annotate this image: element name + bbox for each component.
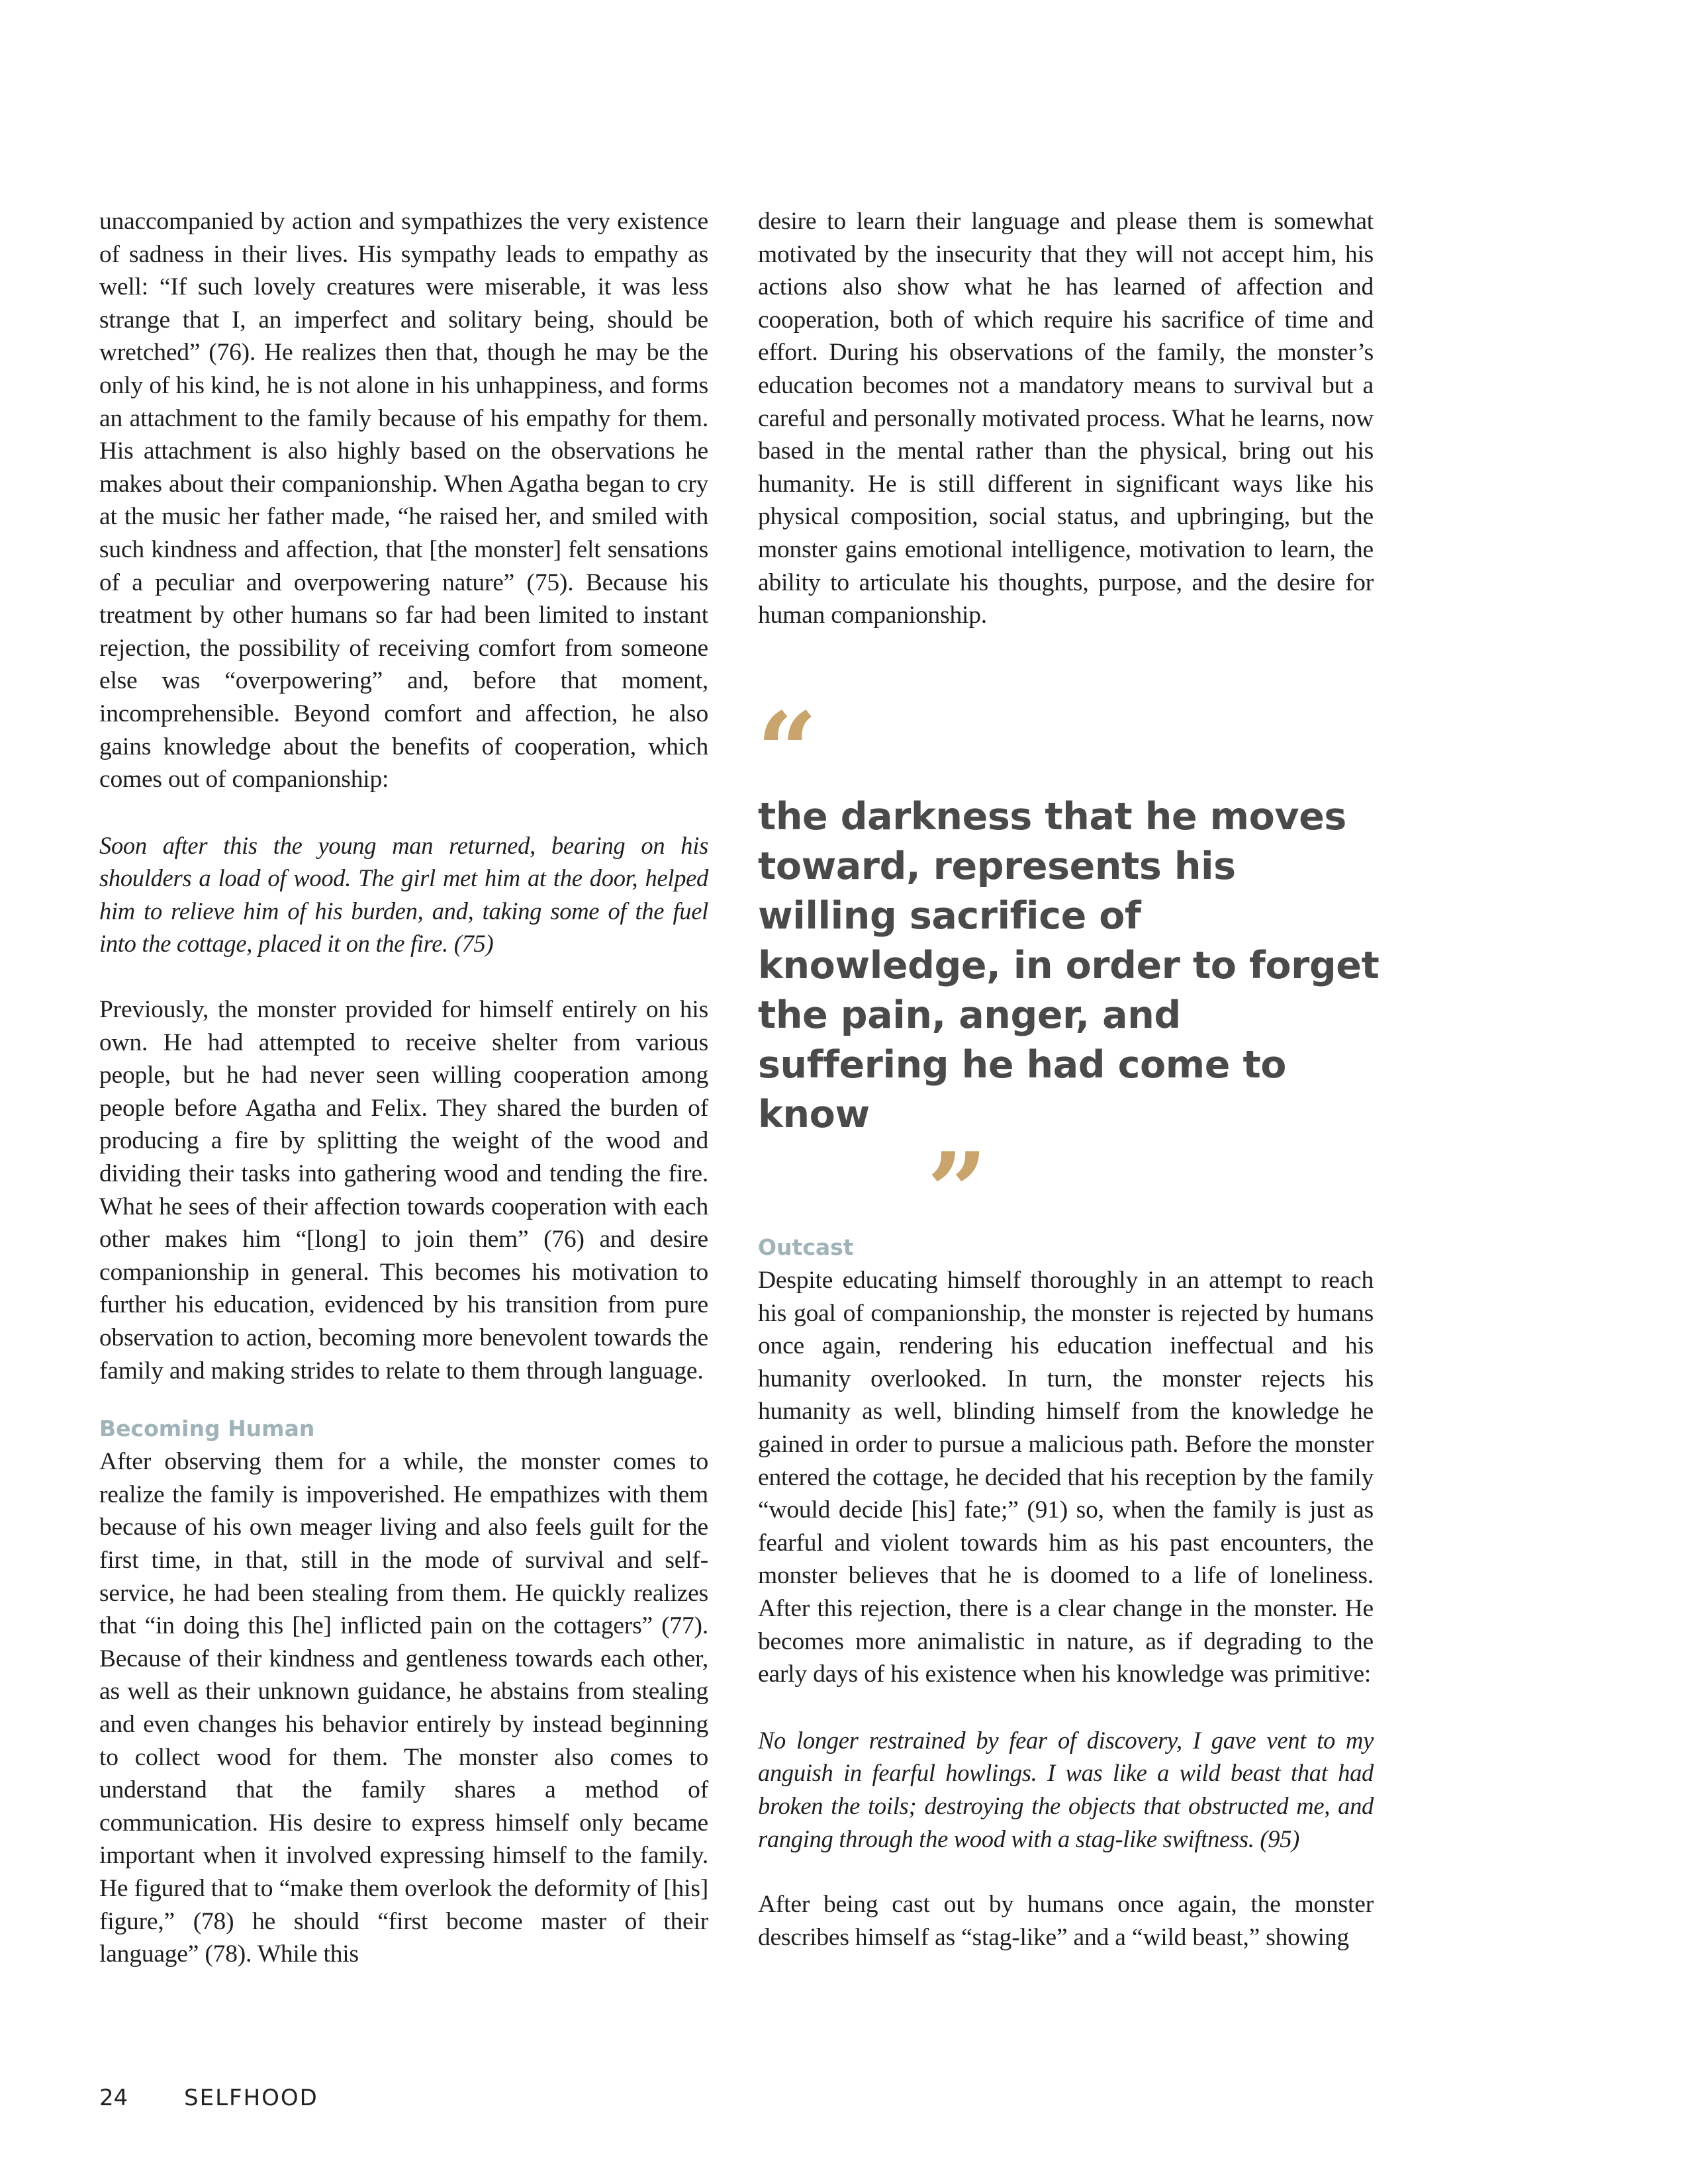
body-paragraph: Despite educating himself thoroughly in an attempt to reach his goal of companionship, the monster is rejected by humans once again, rendering his education ineffectual and his humanity overlooked. In turn, the monster rejects his humanity as well, blinding himself from the knowledge he gained in order to pursue a malicious path. Before the monster entered the cottage, he decided that his reception by the family “would decide [his] fate;” (91) so, when the family is just as fearful and violent towards him as his past encounters, the monster believes that he is doomed to a life of loneliness. After this rejection, there is a clear change in the monster. He becomes more animalistic in nature, as if degrading to the early days of his existence when his knowledge was primitive: (758, 1267, 1374, 1688)
left-column (99, 205, 708, 1971)
body-paragraph: Previously, the monster provided for himself entirely on his own. He had attempted to receive shelter from various people, but he had never seen willing cooperation among people before Agatha and Felix. They shared the burden of producing a fire by splitting the weight of the wood and dividing their tasks into gathering wood and tending the fire. What he sees of their affection towards cooperation with each other makes him “[long] to join them” (76) and desire companionship in general. This becomes his motivation to further his education, evidenced by his transition from pure observation to action, becoming more benevolent towards the family and making strides to relate to them through language. (99, 996, 708, 1385)
magazine-name: SELFHOOD (184, 2085, 318, 2111)
right-column (758, 205, 1374, 632)
pull-quote-text: the darkness that he moves toward, represents his willing sacrifice of knowledge, in order to forget the pain, anger, and suffering he had come to know (758, 795, 1380, 1136)
page-number: 24 (99, 2085, 128, 2111)
section-heading: Becoming Human (99, 1416, 315, 1442)
open-quote-icon: “ (757, 689, 818, 813)
body-paragraph: After being cast out by humans once again, the monster describes himself as “stag-like” and a “wild beast,” showing (758, 1891, 1374, 1951)
block-quote: Soon after this the young man returned, bearing on his shoulders a load of wood. The girl met him at the door, helped him to relieve him of his burden, and, taking some of the fuel into the cottage, placed it on the fire. (75) (99, 831, 708, 958)
body-paragraph: unaccompanied by action and sympathizes the very existence of sadness in their lives. His sympathy leads to empathy as well: “If such lovely creatures were miserable, it was less strange that I, an imperfect and solitary being, should be wretched” (76). He realizes then that, though he may be the only of his kind, he is not alone in his unhappiness, and forms an attachment to the family because of his empathy for them. His attachment is also highly based on the observations he makes about their companionship. When Agatha began to cry at the music her father made, “he raised her, and smiled with such kindness and affection, that [the monster] felt sensations of a peculiar and overpowering nature” (75). Because his treatment by other humans so far had been limited to instant rejection, the possibility of receiving comfort from someone else was “overpowering” and, before that moment, incomprehensible. Beyond comfort and affection, he also gains knowledge about the benefits of cooperation, which comes out of companionship: (99, 208, 708, 794)
page-footer (99, 2085, 318, 2111)
right-column-lower (758, 1231, 1374, 1954)
block-quote: No longer restrained by fear of discovery, I gave vent to my anguish in fearful howlings. I was like a wild beast that had broken the toils; destroying the objects that obstructed me, and ranging through the wood with a stag-like swiftness. (95) (758, 1726, 1374, 1852)
section-heading: Outcast (758, 1234, 854, 1260)
body-paragraph: After observing them for a while, the monster comes to realize the family is impoverished. He empathizes with them because of his own meager living and also feels guilt for the first time, in that, still in the mode of survival and self-service, he had been stealing from them. He quickly realizes that “in doing this [he] inflicted pain on the cottagers” (77). Because of their kindness and gentleness towards each other, as well as their unknown guidance, he abstains from stealing and even changes his behavior entirely by instead beginning to collect wood for them. The monster also comes to understand that the family shares a method of communication. His desire to express himself only became important when it involved expressing himself to the family. He figured that to “make them overlook the deformity of [his] figure,” (78) he should “first become master of their language” (78). While this (99, 1448, 708, 1968)
close-quote-icon: ” (927, 1129, 988, 1253)
body-paragraph: desire to learn their language and please them is somewhat motivated by the insecurity that they will not accept him, his actions also show what he has learned of affection and cooperation, both of which require his sacrifice of time and effort. During his observations of the family, the monster’s education becomes not a mandatory means to survival but a careful and personally motivated process. What he learns, now based in the mental rather than the physical, bring out his humanity. He is still different in significant ways like his physical composition, social status, and upbringing, but the monster gains emotional intelligence, motivation to learn, the ability to articulate his thoughts, purpose, and the desire for human companionship. (758, 208, 1374, 629)
